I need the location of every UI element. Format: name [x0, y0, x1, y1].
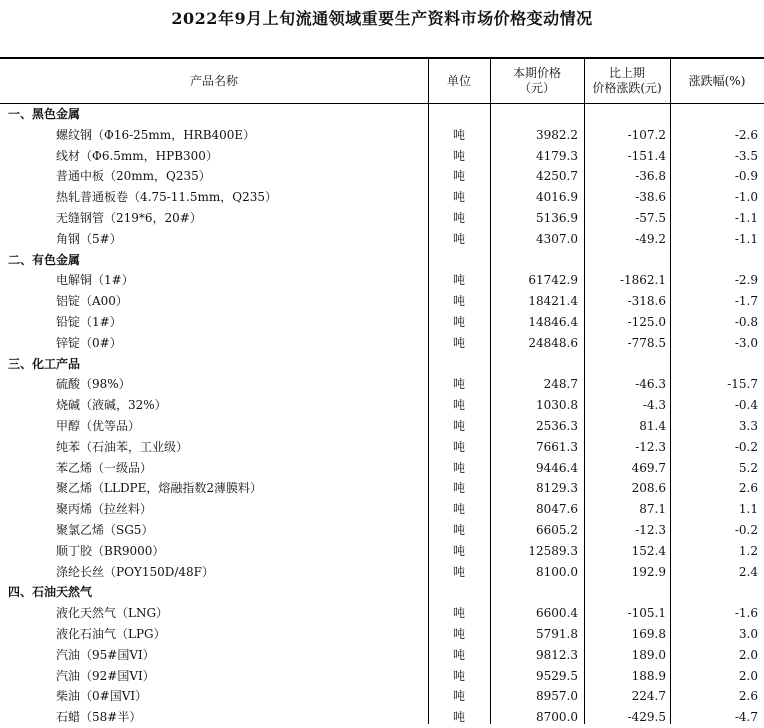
- unit-cell: 吨: [452, 419, 465, 433]
- change-cell: 192.9: [631, 564, 666, 579]
- product-name: 聚丙烯（拉丝料）: [56, 502, 153, 517]
- pct-cell: 2.6: [738, 689, 758, 704]
- category-row: [0, 582, 764, 603]
- page-title: 2022年9月上旬流通领域重要生产资料市场价格变动情况: [171, 9, 593, 28]
- table-row: [0, 166, 764, 187]
- table-row: [0, 291, 764, 312]
- change-cell: -107.2: [627, 127, 666, 142]
- pct-cell: 2.6: [738, 481, 758, 496]
- table-row: [0, 270, 764, 291]
- price-cell: 4016.9: [536, 190, 578, 205]
- table-row: [0, 208, 764, 229]
- unit-cell: 吨: [452, 273, 465, 288]
- pct-cell: -0.4: [734, 398, 758, 413]
- product-name: 铝锭（A00）: [56, 294, 128, 309]
- pct-cell: 2.0: [738, 668, 758, 683]
- unit-cell: 吨: [452, 148, 465, 163]
- category-label: 二、有色金属: [8, 252, 81, 267]
- price-cell: 3982.2: [536, 127, 578, 142]
- category-row: [0, 354, 764, 375]
- price-cell: 18421.4: [528, 294, 578, 309]
- unit-cell: 吨: [452, 190, 465, 205]
- table-row: [0, 374, 764, 395]
- change-cell: -46.3: [635, 377, 666, 392]
- pct-cell: -1.1: [734, 211, 758, 225]
- product-name: 聚氯乙烯（SG5）: [56, 523, 154, 537]
- change-cell: 81.4: [639, 419, 666, 433]
- change-cell: -1862.1: [619, 273, 666, 288]
- change-cell: 189.0: [631, 647, 666, 662]
- unit-cell: 吨: [452, 543, 465, 558]
- table-row: [0, 499, 764, 520]
- change-cell: -49.2: [635, 231, 666, 246]
- price-cell: 8129.3: [536, 481, 578, 496]
- table-row: [0, 603, 764, 624]
- table-header: [0, 59, 764, 104]
- unit-cell: 吨: [452, 231, 465, 246]
- change-cell: -38.6: [635, 190, 666, 205]
- change-cell: 469.7: [631, 460, 666, 475]
- change-cell: 169.8: [631, 627, 666, 641]
- product-name: 铅锭（1#）: [56, 315, 122, 329]
- price-cell: 1030.8: [536, 398, 578, 413]
- pct-cell: -1.0: [734, 190, 758, 205]
- price-cell: 6600.4: [536, 606, 578, 621]
- unit-cell: 吨: [452, 460, 465, 475]
- price-cell: 4250.7: [536, 169, 578, 184]
- pct-cell: 1.1: [738, 502, 758, 517]
- pct-cell: -0.2: [734, 523, 758, 537]
- table-row: [0, 645, 764, 666]
- table-row: [0, 187, 764, 208]
- product-name: 汽油（95#国VI）: [56, 647, 155, 662]
- category-label: 三、化工产品: [8, 356, 81, 371]
- product-name: 热轧普通板卷（4.75-11.5mm，Q235）: [56, 190, 277, 205]
- table-row: [0, 146, 764, 167]
- change-cell: -12.3: [635, 439, 666, 454]
- pct-cell: -3.0: [734, 335, 758, 350]
- unit-cell: 吨: [452, 315, 465, 329]
- pct-cell: -4.7: [734, 710, 758, 725]
- change-cell: 188.9: [631, 668, 666, 683]
- header-change: 比上期 价格涨跌(元): [592, 66, 662, 95]
- product-name: 烧碱（液碱，32%）: [56, 398, 167, 413]
- table-row: [0, 707, 764, 728]
- pct-cell: -15.7: [727, 377, 758, 392]
- product-name: 普通中板（20mm，Q235）: [56, 169, 211, 184]
- pct-cell: 5.2: [738, 460, 758, 475]
- unit-cell: 吨: [452, 502, 465, 517]
- unit-cell: 吨: [452, 564, 465, 579]
- price-cell: 248.7: [543, 377, 578, 392]
- pct-cell: -0.8: [734, 315, 758, 329]
- price-cell: 6605.2: [536, 523, 578, 537]
- table-row: [0, 395, 764, 416]
- price-cell: 9529.5: [536, 668, 578, 683]
- product-name: 螺纹钢（Φ16-25mm，HRB400E）: [56, 127, 256, 142]
- product-name: 纯苯（石油苯，工业级）: [56, 439, 189, 454]
- product-name: 涤纶长丝（POY150D/48F）: [56, 564, 214, 579]
- price-cell: 8957.0: [536, 689, 578, 704]
- header-pct: 涨跌幅(%): [688, 73, 746, 88]
- change-cell: -778.5: [627, 335, 666, 350]
- table-row: [0, 416, 764, 437]
- table-row: [0, 624, 764, 645]
- table-row: [0, 312, 764, 333]
- price-cell: 4307.0: [536, 231, 578, 246]
- price-cell: 61742.9: [528, 273, 578, 288]
- table-row: [0, 562, 764, 583]
- header-price: 本期价格 （元）: [512, 66, 561, 95]
- pct-cell: 2.4: [738, 564, 758, 579]
- price-cell: 14846.4: [528, 315, 578, 329]
- price-cell: 12589.3: [528, 543, 578, 558]
- product-name: 聚乙烯（LLDPE，熔融指数2薄膜料）: [56, 481, 263, 496]
- unit-cell: 吨: [452, 377, 465, 392]
- pct-cell: 1.2: [738, 543, 758, 558]
- price-cell: 9812.3: [536, 647, 578, 662]
- unit-cell: 吨: [452, 710, 465, 725]
- change-cell: 208.6: [631, 481, 666, 496]
- table-row: [0, 666, 764, 687]
- price-cell: 9446.4: [536, 460, 578, 475]
- header-unit: 单位: [446, 73, 471, 88]
- unit-cell: 吨: [452, 523, 465, 537]
- unit-cell: 吨: [452, 647, 465, 662]
- product-name: 石蜡（58#半）: [56, 710, 142, 725]
- table-row: [0, 541, 764, 562]
- unit-cell: 吨: [452, 294, 465, 309]
- change-cell: -12.3: [635, 523, 666, 537]
- pct-cell: -1.6: [734, 606, 758, 621]
- product-name: 甲醇（优等品）: [56, 419, 141, 433]
- unit-cell: 吨: [452, 481, 465, 496]
- price-cell: 2536.3: [536, 419, 578, 433]
- unit-cell: 吨: [452, 606, 465, 621]
- price-cell: 5791.8: [536, 627, 578, 641]
- price-cell: 4179.3: [536, 148, 578, 163]
- table-row: [0, 686, 764, 707]
- product-name: 液化石油气（LPG）: [56, 627, 166, 641]
- pct-cell: -3.5: [734, 148, 758, 163]
- price-cell: 7661.3: [536, 439, 578, 454]
- unit-cell: 吨: [452, 668, 465, 683]
- unit-cell: 吨: [452, 439, 465, 454]
- unit-cell: 吨: [452, 398, 465, 413]
- product-name: 角钢（5#）: [56, 231, 122, 246]
- header-product-name: 产品名称: [189, 73, 238, 88]
- table-row: [0, 125, 764, 146]
- price-cell: 5136.9: [536, 211, 578, 225]
- product-name: 锌锭（0#）: [56, 335, 122, 350]
- product-name: 汽油（92#国VI）: [56, 668, 155, 683]
- product-name: 顺丁胶（BR9000）: [56, 543, 165, 558]
- unit-cell: 吨: [452, 627, 465, 641]
- price-cell: 8047.6: [536, 502, 578, 517]
- table-row: [0, 458, 764, 479]
- change-cell: 87.1: [639, 502, 666, 517]
- change-cell: -4.3: [642, 398, 666, 413]
- pct-cell: 3.0: [738, 627, 758, 641]
- product-name: 无缝钢管（219*6，20#）: [56, 211, 202, 225]
- change-cell: -429.5: [627, 710, 666, 725]
- pct-cell: -1.1: [734, 231, 758, 246]
- change-cell: -57.5: [635, 211, 666, 225]
- pct-cell: -1.7: [734, 294, 758, 309]
- unit-cell: 吨: [452, 689, 465, 704]
- category-label: 四、石油天然气: [8, 585, 93, 600]
- change-cell: -318.6: [627, 294, 666, 309]
- category-row: [0, 104, 764, 125]
- change-cell: -125.0: [627, 315, 666, 329]
- change-cell: -105.1: [627, 606, 666, 621]
- price-cell: 8700.0: [536, 710, 578, 725]
- table-row: [0, 333, 764, 354]
- pct-cell: 2.0: [738, 647, 758, 662]
- product-name: 液化天然气（LNG）: [56, 606, 169, 621]
- product-name: 线材（Φ6.5mm，HPB300）: [56, 148, 218, 163]
- change-cell: 224.7: [631, 689, 666, 704]
- table-row: [0, 229, 764, 250]
- product-name: 硫酸（98%）: [56, 377, 131, 392]
- table-row: [0, 520, 764, 541]
- unit-cell: 吨: [452, 335, 465, 350]
- product-name: 苯乙烯（一级品）: [56, 460, 153, 475]
- table-row: [0, 478, 764, 499]
- price-cell: 8100.0: [536, 564, 578, 579]
- pct-cell: -0.9: [734, 169, 758, 184]
- pct-cell: -2.9: [734, 273, 758, 288]
- pct-cell: -0.2: [734, 439, 758, 454]
- unit-cell: 吨: [452, 211, 465, 225]
- product-name: 电解铜（1#）: [56, 273, 134, 288]
- unit-cell: 吨: [452, 169, 465, 184]
- price-cell: 24848.6: [528, 335, 578, 350]
- table-row: [0, 437, 764, 458]
- category-row: [0, 250, 764, 271]
- change-cell: 152.4: [631, 543, 666, 558]
- pct-cell: -2.6: [734, 127, 758, 142]
- unit-cell: 吨: [452, 127, 465, 142]
- pct-cell: 3.3: [738, 419, 758, 433]
- category-label: 一、黑色金属: [8, 107, 81, 121]
- product-name: 柴油（0#国VI）: [56, 689, 148, 704]
- change-cell: -151.4: [627, 148, 666, 163]
- change-cell: -36.8: [635, 169, 666, 184]
